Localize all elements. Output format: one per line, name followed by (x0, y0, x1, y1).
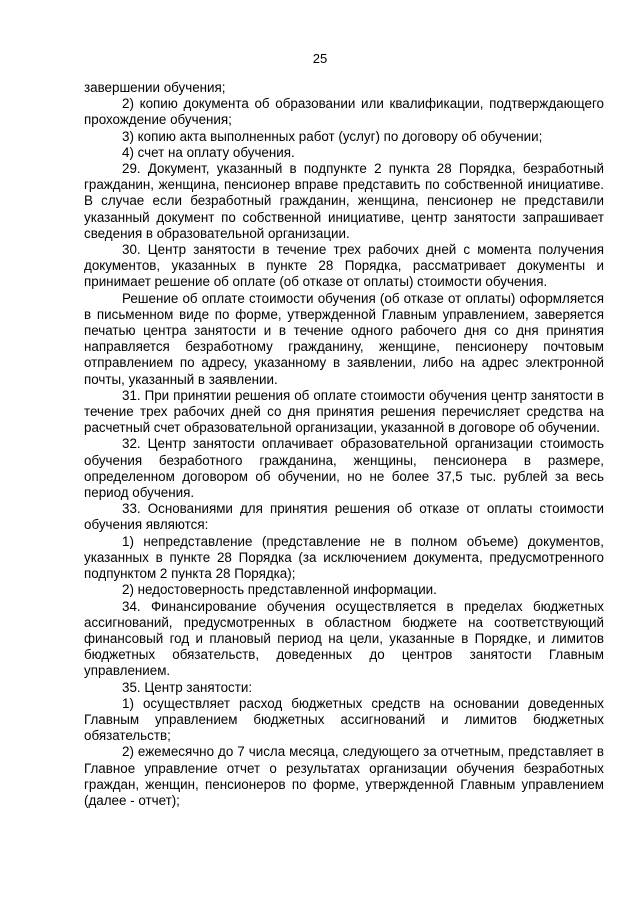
paragraph-clause-29: 29. Документ, указанный в подпункте 2 пункта 28 Порядка, безработный гражданин, женщина, пенсионер вправе представить по собственной инициативе. В случае если безработный гражданин, женщина, пенсионер не представили указанный документ по собственной инициативе, центр занятости запрашивает сведения в образовательной организации. (84, 161, 604, 241)
paragraph-clause-35: 35. Центр занятости: (122, 679, 253, 695)
paragraph-item-3: 3) копию акта выполненных работ (услуг) по договору об обучении; (122, 128, 543, 144)
page-number: 25 (312, 51, 328, 66)
paragraph-item-2: 2) копию документа об образовании или квалификации, подтверждающего прохождение обучения; (84, 96, 604, 128)
paragraph-clause-31: 31. При принятии решения об оплате стоимости обучения центр занятости в течение трех рабочих дней со дня принятия решения перечисляет средства на расчетный счет образовательной организации, указанной в договоре об обучении. (84, 387, 604, 436)
paragraph-clause-33-item-2: 2) недостоверность представленной информации. (122, 582, 437, 598)
paragraph-decision: Решение об оплате стоимости обучения (об отказе от оплаты) оформляется в письменном виде по форме, утвержденной Главным управлением, заверяется печатью центра занятости и в течение одного рабочего дня со дня принятия направляется безработному гражданину, женщине, пенсионеру почтовым отправлением по адресу, указанному в заявлении, либо на адрес электронной почты, указанный в заявлении. (84, 290, 604, 387)
paragraph-clause-33: 33. Основаниями для принятия решения об отказе от оплаты стоимости обучения являются: (84, 501, 604, 533)
paragraph-clause-32: 32. Центр занятости оплачивает образовательной организации стоимость обучения безработного гражданина, женщины, пенсионера в размере, определенном договором об обучении, но не более 37,5 тыс. рублей за весь период обучения. (84, 436, 604, 501)
paragraph-clause-34: 34. Финансирование обучения осуществляется в пределах бюджетных ассигнований, предусмотренных в областном бюджете на соответствующий финансовый год и плановый период на цели, указанные в Порядке, и лимитов бюджетных обязательств, доведенных до центров занятости Главным управлением. (84, 598, 604, 679)
paragraph-clause-35-item-1: 1) осуществляет расход бюджетных средств на основании доведенных Главным управлением бюджетных ассигнований и лимитов бюджетных обязательств; (84, 695, 604, 744)
document-body (84, 80, 604, 809)
paragraph-clause-30: 30. Центр занятости в течение трех рабочих дней с момента получения документов, указанных в пункте 28 Порядка, рассматривает документы и принимает решение об оплате (об отказе от оплаты) стоимости обучения. (84, 242, 604, 290)
paragraph-clause-33-item-1: 1) непредставление (представление не в полном объеме) документов, указанных в пункте 28 Порядка (за исключением документа, предусмотренного подпунктом 2 пункта 28 Порядка); (84, 533, 604, 582)
paragraph-item-4: 4) счет на оплату обучения. (122, 144, 295, 160)
paragraph-continuation: завершении обучения; (84, 80, 226, 95)
paragraph-clause-35-item-2: 2) ежемесячно до 7 числа месяца, следующего за отчетным, представляет в Главное управление отчет о результатах организации обучения безработных граждан, женщин, пенсионеров по форме, утвержденной Главным управлением (далее - отчет); (84, 744, 604, 808)
